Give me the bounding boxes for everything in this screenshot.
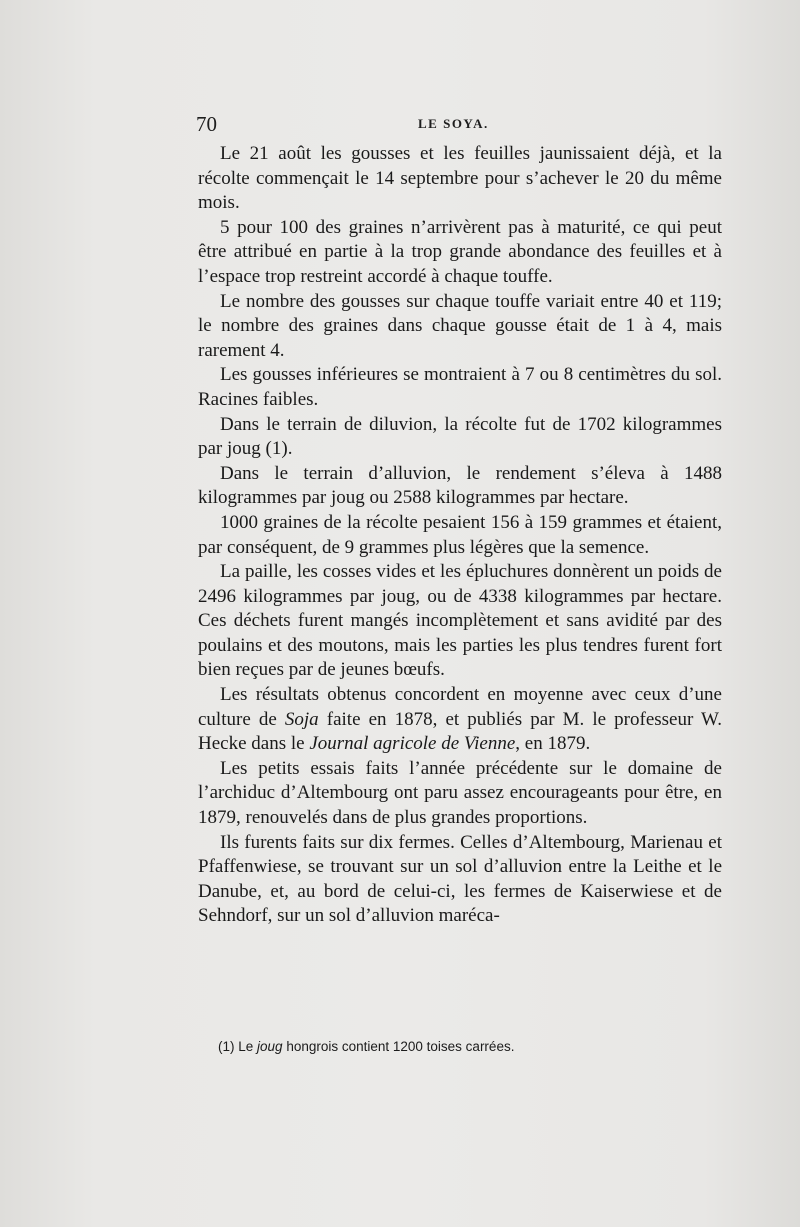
footnote-rest: hongrois contient 1200 toises carrées. — [282, 1039, 515, 1054]
paragraph-11: Ils furents faits sur dix fermes. Celles d’Altembourg, Marienau et Pfaffenwiese, se trouvant sur un sol d’alluvion entre la Leithe et le Danube, et, au bord de celui-ci, les fermes de Kaiserwiese et de Sehndorf, sur un sol d’alluvion maréca- — [198, 831, 722, 927]
footnote-marker: (1) Le — [218, 1039, 258, 1054]
paragraph-9-italic-soja: Soja — [284, 708, 319, 730]
paragraph-3: Le nombre des gousses sur chaque touffe variait entre 40 et 119; le nombre des graines dans chaque gousse était de 1 à 4, mais rarement 4. — [198, 290, 722, 361]
paragraph-9-italic-journal: Journal agricole de Vienne — [309, 733, 516, 755]
body-text — [198, 142, 722, 929]
paragraph-9-text-before: Les résultats obtenus concordent en moyenne avec ceux d’une culture de — [198, 684, 722, 730]
footnote — [218, 1039, 718, 1054]
paragraph-7: 1000 graines de la récolte pesaient 156 à 159 grammes et étaient, par conséquent, de 9 grammes plus légères que la semence. — [198, 511, 722, 558]
page-number: 70 — [196, 112, 217, 136]
paragraph-9-text-middle: faite en 1878, et publiés par M. le professeur W. Hecke dans le — [198, 708, 722, 755]
paragraph-9 — [198, 683, 722, 757]
paragraph-6: Dans le terrain d’alluvion, le rendement s’éleva à 1488 kilogrammes par joug ou 2588 kilogrammes par hectare. — [198, 462, 722, 509]
paragraph-5: Dans le terrain de diluvion, la récolte fut de 1702 kilogrammes par joug (1). — [198, 413, 722, 460]
paragraph-2: 5 pour 100 des graines n’arrivèrent pas à maturité, ce qui peut être attribué en partie à la trop grande abondance des feuilles et à l’espace trop restreint accordé à chaque touffe. — [198, 216, 722, 287]
paragraph-8: La paille, les cosses vides et les épluchures donnèrent un poids de 2496 kilogrammes par joug, ou de 4338 kilogrammes par hectare. Ces déchets furent mangés incomplètement et sans avidité par des poulains et des moutons, mais les parties les plus tendres furent fort bien reçues par de jeunes bœufs. — [198, 561, 722, 681]
footnote-italic: joug — [257, 1039, 283, 1054]
paragraph-1: Le 21 août les gousses et les feuilles jaunissaient déjà, et la récolte commençait le 14 septembre pour s’achever le 20 du même mois. — [198, 143, 722, 214]
paragraph-4: Les gousses inférieures se montraient à 7 ou 8 centimètres du sol. Racines faibles. — [198, 364, 722, 410]
running-head: LE SOYA. — [418, 116, 489, 131]
paragraph-9-text-after: , en 1879. — [515, 733, 591, 755]
page-header — [196, 112, 720, 136]
paragraph-10: Les petits essais faits l’année précédente sur le domaine de l’archiduc d’Altembourg ont paru assez encourageants pour être, en 1879, renouvelés dans de plus grandes proportions. — [198, 757, 722, 829]
